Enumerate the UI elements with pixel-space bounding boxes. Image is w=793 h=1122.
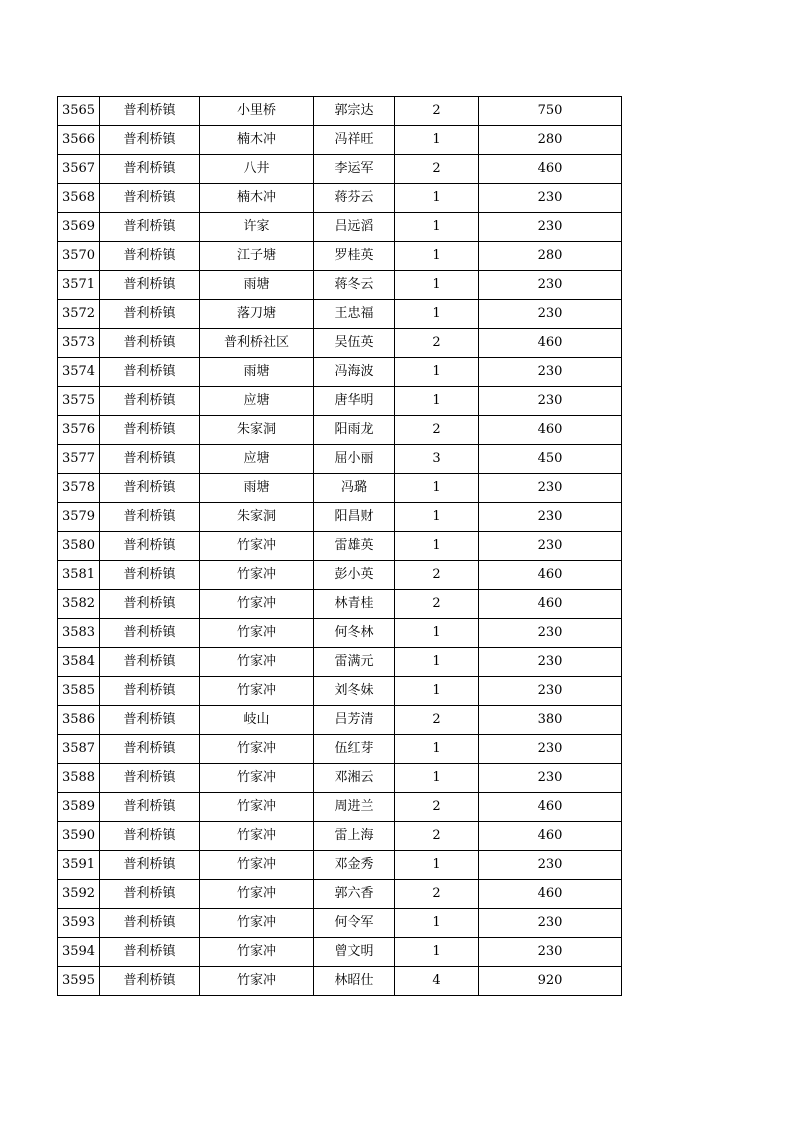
village-cell: 许家 — [200, 213, 314, 242]
table-row — [58, 938, 622, 967]
row-number-cell: 3582 — [58, 590, 100, 619]
village-cell: 普利桥社区 — [200, 329, 314, 358]
name-cell: 吕远滔 — [314, 213, 395, 242]
name-cell: 冯海波 — [314, 358, 395, 387]
amount-cell: 230 — [479, 358, 622, 387]
table-row — [58, 242, 622, 271]
table-row — [58, 184, 622, 213]
row-number-cell: 3580 — [58, 532, 100, 561]
table-row — [58, 967, 622, 996]
row-number-cell: 3595 — [58, 967, 100, 996]
table-row — [58, 851, 622, 880]
amount-cell: 450 — [479, 445, 622, 474]
amount-cell: 230 — [479, 909, 622, 938]
table-row — [58, 909, 622, 938]
name-cell: 吕芳清 — [314, 706, 395, 735]
name-cell: 王忠福 — [314, 300, 395, 329]
township-cell: 普利桥镇 — [100, 735, 200, 764]
household-size-cell: 2 — [395, 590, 479, 619]
row-number-cell: 3592 — [58, 880, 100, 909]
village-cell: 小里桥 — [200, 97, 314, 126]
name-cell: 周进兰 — [314, 793, 395, 822]
amount-cell: 380 — [479, 706, 622, 735]
amount-cell: 460 — [479, 822, 622, 851]
row-number-cell: 3583 — [58, 619, 100, 648]
township-cell: 普利桥镇 — [100, 271, 200, 300]
row-number-cell: 3565 — [58, 97, 100, 126]
household-size-cell: 2 — [395, 880, 479, 909]
amount-cell: 230 — [479, 532, 622, 561]
village-cell: 八井 — [200, 155, 314, 184]
village-cell: 竹家冲 — [200, 822, 314, 851]
row-number-cell: 3584 — [58, 648, 100, 677]
amount-cell: 230 — [479, 648, 622, 677]
household-size-cell: 1 — [395, 909, 479, 938]
row-number-cell: 3589 — [58, 793, 100, 822]
township-cell: 普利桥镇 — [100, 387, 200, 416]
amount-cell: 920 — [479, 967, 622, 996]
township-cell: 普利桥镇 — [100, 97, 200, 126]
table-row — [58, 561, 622, 590]
village-cell: 竹家冲 — [200, 851, 314, 880]
row-number-cell: 3581 — [58, 561, 100, 590]
household-size-cell: 1 — [395, 532, 479, 561]
township-cell: 普利桥镇 — [100, 329, 200, 358]
township-cell: 普利桥镇 — [100, 561, 200, 590]
table-row — [58, 387, 622, 416]
household-size-cell: 2 — [395, 793, 479, 822]
township-cell: 普利桥镇 — [100, 503, 200, 532]
township-cell: 普利桥镇 — [100, 764, 200, 793]
amount-cell: 460 — [479, 793, 622, 822]
name-cell: 蒋冬云 — [314, 271, 395, 300]
amount-cell: 230 — [479, 474, 622, 503]
household-size-cell: 2 — [395, 561, 479, 590]
amount-cell: 280 — [479, 126, 622, 155]
table-row — [58, 126, 622, 155]
name-cell: 李运军 — [314, 155, 395, 184]
township-cell: 普利桥镇 — [100, 677, 200, 706]
table-row — [58, 300, 622, 329]
row-number-cell: 3577 — [58, 445, 100, 474]
village-cell: 楠木冲 — [200, 126, 314, 155]
table-row — [58, 329, 622, 358]
row-number-cell: 3579 — [58, 503, 100, 532]
amount-cell: 280 — [479, 242, 622, 271]
township-cell: 普利桥镇 — [100, 445, 200, 474]
household-size-cell: 2 — [395, 97, 479, 126]
village-cell: 楠木冲 — [200, 184, 314, 213]
household-size-cell: 2 — [395, 822, 479, 851]
name-cell: 雷满元 — [314, 648, 395, 677]
household-size-cell: 1 — [395, 764, 479, 793]
household-size-cell: 1 — [395, 503, 479, 532]
table-row — [58, 706, 622, 735]
township-cell: 普利桥镇 — [100, 213, 200, 242]
name-cell: 唐华明 — [314, 387, 395, 416]
name-cell: 曾文明 — [314, 938, 395, 967]
name-cell: 彭小英 — [314, 561, 395, 590]
row-number-cell: 3573 — [58, 329, 100, 358]
name-cell: 冯璐 — [314, 474, 395, 503]
amount-cell: 460 — [479, 416, 622, 445]
village-cell: 应塘 — [200, 445, 314, 474]
village-cell: 竹家冲 — [200, 619, 314, 648]
household-size-cell: 1 — [395, 735, 479, 764]
name-cell: 屈小丽 — [314, 445, 395, 474]
household-size-cell: 1 — [395, 474, 479, 503]
village-cell: 竹家冲 — [200, 561, 314, 590]
name-cell: 何冬林 — [314, 619, 395, 648]
name-cell: 阳雨龙 — [314, 416, 395, 445]
household-size-cell: 2 — [395, 329, 479, 358]
township-cell: 普利桥镇 — [100, 474, 200, 503]
household-size-cell: 1 — [395, 126, 479, 155]
amount-cell: 230 — [479, 300, 622, 329]
row-number-cell: 3572 — [58, 300, 100, 329]
table-row — [58, 677, 622, 706]
row-number-cell: 3571 — [58, 271, 100, 300]
amount-cell: 230 — [479, 677, 622, 706]
name-cell: 刘冬妹 — [314, 677, 395, 706]
township-cell: 普利桥镇 — [100, 793, 200, 822]
household-size-cell: 1 — [395, 619, 479, 648]
table-row — [58, 822, 622, 851]
village-cell: 竹家冲 — [200, 764, 314, 793]
name-cell: 罗桂英 — [314, 242, 395, 271]
township-cell: 普利桥镇 — [100, 822, 200, 851]
table-row — [58, 474, 622, 503]
relief-list-table — [57, 96, 622, 996]
township-cell: 普利桥镇 — [100, 967, 200, 996]
row-number-cell: 3575 — [58, 387, 100, 416]
township-cell: 普利桥镇 — [100, 619, 200, 648]
amount-cell: 230 — [479, 184, 622, 213]
township-cell: 普利桥镇 — [100, 938, 200, 967]
amount-cell: 230 — [479, 271, 622, 300]
household-size-cell: 1 — [395, 387, 479, 416]
name-cell: 阳昌财 — [314, 503, 395, 532]
village-cell: 竹家冲 — [200, 909, 314, 938]
township-cell: 普利桥镇 — [100, 242, 200, 271]
amount-cell: 460 — [479, 155, 622, 184]
household-size-cell: 1 — [395, 677, 479, 706]
table-body — [58, 97, 622, 996]
household-size-cell: 2 — [395, 416, 479, 445]
household-size-cell: 1 — [395, 242, 479, 271]
township-cell: 普利桥镇 — [100, 300, 200, 329]
household-size-cell: 1 — [395, 213, 479, 242]
village-cell: 竹家冲 — [200, 880, 314, 909]
table-row — [58, 358, 622, 387]
township-cell: 普利桥镇 — [100, 184, 200, 213]
township-cell: 普利桥镇 — [100, 851, 200, 880]
row-number-cell: 3591 — [58, 851, 100, 880]
row-number-cell: 3588 — [58, 764, 100, 793]
table-row — [58, 590, 622, 619]
household-size-cell: 3 — [395, 445, 479, 474]
table-row — [58, 764, 622, 793]
table-row — [58, 213, 622, 242]
township-cell: 普利桥镇 — [100, 590, 200, 619]
name-cell: 邓金秀 — [314, 851, 395, 880]
township-cell: 普利桥镇 — [100, 532, 200, 561]
household-size-cell: 4 — [395, 967, 479, 996]
name-cell: 伍红芽 — [314, 735, 395, 764]
village-cell: 竹家冲 — [200, 532, 314, 561]
township-cell: 普利桥镇 — [100, 706, 200, 735]
township-cell: 普利桥镇 — [100, 909, 200, 938]
household-size-cell: 2 — [395, 155, 479, 184]
township-cell: 普利桥镇 — [100, 126, 200, 155]
amount-cell: 750 — [479, 97, 622, 126]
row-number-cell: 3569 — [58, 213, 100, 242]
name-cell: 蒋芬云 — [314, 184, 395, 213]
name-cell: 郭六香 — [314, 880, 395, 909]
household-size-cell: 2 — [395, 706, 479, 735]
amount-cell: 460 — [479, 880, 622, 909]
table-row — [58, 735, 622, 764]
table-row — [58, 416, 622, 445]
name-cell: 何令军 — [314, 909, 395, 938]
row-number-cell: 3578 — [58, 474, 100, 503]
table-row — [58, 445, 622, 474]
village-cell: 竹家冲 — [200, 735, 314, 764]
table-row — [58, 271, 622, 300]
village-cell: 雨塘 — [200, 271, 314, 300]
table-row — [58, 97, 622, 126]
village-cell: 竹家冲 — [200, 938, 314, 967]
village-cell: 竹家冲 — [200, 590, 314, 619]
name-cell: 雷雄英 — [314, 532, 395, 561]
household-size-cell: 1 — [395, 938, 479, 967]
village-cell: 雨塘 — [200, 358, 314, 387]
amount-cell: 230 — [479, 938, 622, 967]
village-cell: 朱家洞 — [200, 416, 314, 445]
township-cell: 普利桥镇 — [100, 880, 200, 909]
village-cell: 朱家洞 — [200, 503, 314, 532]
amount-cell: 230 — [479, 851, 622, 880]
village-cell: 江子塘 — [200, 242, 314, 271]
amount-cell: 230 — [479, 503, 622, 532]
row-number-cell: 3567 — [58, 155, 100, 184]
village-cell: 竹家冲 — [200, 967, 314, 996]
amount-cell: 230 — [479, 619, 622, 648]
name-cell: 冯祥旺 — [314, 126, 395, 155]
township-cell: 普利桥镇 — [100, 416, 200, 445]
name-cell: 林青桂 — [314, 590, 395, 619]
name-cell: 雷上海 — [314, 822, 395, 851]
table-row — [58, 880, 622, 909]
table-row — [58, 155, 622, 184]
row-number-cell: 3566 — [58, 126, 100, 155]
name-cell: 邓湘云 — [314, 764, 395, 793]
amount-cell: 460 — [479, 590, 622, 619]
row-number-cell: 3587 — [58, 735, 100, 764]
name-cell: 吴伍英 — [314, 329, 395, 358]
household-size-cell: 1 — [395, 184, 479, 213]
row-number-cell: 3574 — [58, 358, 100, 387]
township-cell: 普利桥镇 — [100, 155, 200, 184]
table-row — [58, 619, 622, 648]
household-size-cell: 1 — [395, 358, 479, 387]
village-cell: 雨塘 — [200, 474, 314, 503]
row-number-cell: 3590 — [58, 822, 100, 851]
township-cell: 普利桥镇 — [100, 358, 200, 387]
village-cell: 竹家冲 — [200, 793, 314, 822]
table-row — [58, 503, 622, 532]
row-number-cell: 3593 — [58, 909, 100, 938]
amount-cell: 230 — [479, 387, 622, 416]
row-number-cell: 3586 — [58, 706, 100, 735]
name-cell: 郭宗达 — [314, 97, 395, 126]
row-number-cell: 3585 — [58, 677, 100, 706]
amount-cell: 230 — [479, 213, 622, 242]
table-row — [58, 532, 622, 561]
village-cell: 竹家冲 — [200, 648, 314, 677]
row-number-cell: 3568 — [58, 184, 100, 213]
village-cell: 竹家冲 — [200, 677, 314, 706]
township-cell: 普利桥镇 — [100, 648, 200, 677]
household-size-cell: 1 — [395, 271, 479, 300]
row-number-cell: 3576 — [58, 416, 100, 445]
table-row — [58, 793, 622, 822]
village-cell: 应塘 — [200, 387, 314, 416]
household-size-cell: 1 — [395, 648, 479, 677]
row-number-cell: 3594 — [58, 938, 100, 967]
amount-cell: 230 — [479, 764, 622, 793]
name-cell: 林昭仕 — [314, 967, 395, 996]
amount-cell: 460 — [479, 329, 622, 358]
amount-cell: 460 — [479, 561, 622, 590]
household-size-cell: 1 — [395, 300, 479, 329]
village-cell: 岐山 — [200, 706, 314, 735]
row-number-cell: 3570 — [58, 242, 100, 271]
village-cell: 落刀塘 — [200, 300, 314, 329]
table-row — [58, 648, 622, 677]
amount-cell: 230 — [479, 735, 622, 764]
household-size-cell: 1 — [395, 851, 479, 880]
